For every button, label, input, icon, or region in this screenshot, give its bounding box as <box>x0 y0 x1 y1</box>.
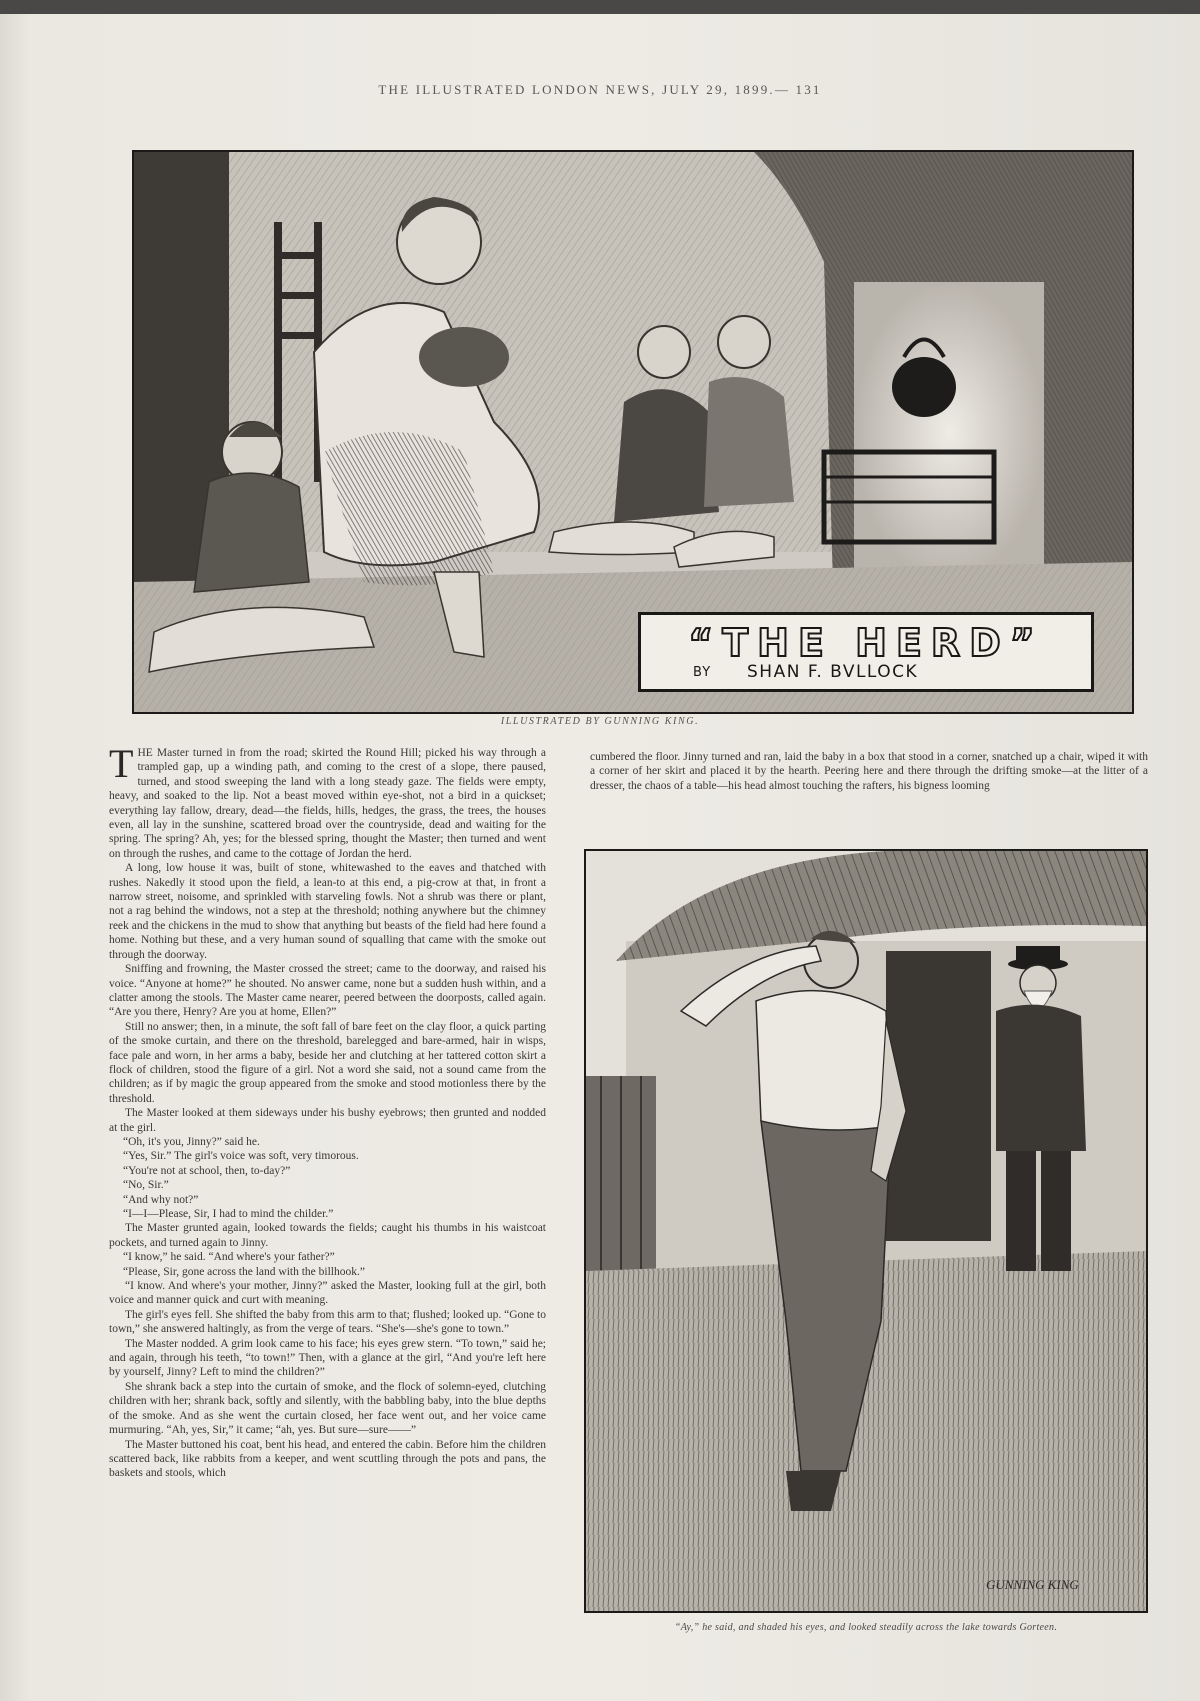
dialogue-line: “And why not?” <box>123 1193 199 1206</box>
dialogue-line: “Oh, it's you, Jinny?” said he. <box>123 1135 260 1148</box>
byline-label: BY <box>693 665 712 680</box>
article-paragraph: cumbered the floor. Jinny turned and ran, laid the baby in a box that stood in a corner, snatched up a chair, wiped it with a corner of her skirt and placed it by the hearth. Peering here and there through the drifting smoke—at the litter of a dresser, the chaos of a table—his head almost touching the rafters, his bigness looming <box>590 751 1148 792</box>
running-head: THE ILLUSTRATED LONDON NEWS, JULY 29, 1899.— 131 <box>378 82 822 97</box>
article-paragraph: Sniffing and frowning, the Master crossed the street; came to the doorway, and raised his voice. “Anyone at home?” he shouted. No answer came, none but a sudden hush within, and a clatter among the stools. The Master came nearer, peered between the doorposts, called again. “Are you there, Henry? Are you at home, Ellen?” <box>109 963 546 1019</box>
dialogue-line: “I—I—Please, Sir, I had to mind the childer.” <box>123 1208 334 1220</box>
article-paragraph: “I know. And where's your mother, Jinny?” asked the Master, looking full at the girl, both voice and manner quick and curt with meaning. <box>109 1280 546 1307</box>
article-paragraph: The Master nodded. A grim look came to his face; his eyes grew stern. “To town,” said he; and again, through his teeth, “to town!” Then, with a glance at the girl, “And you're left here by yourself, Jinny? Left to mind the children?” <box>109 1337 546 1379</box>
bottom-illustration <box>584 849 1148 1613</box>
article-left-column <box>109 746 546 1639</box>
article-paragraph: A long, low house it was, built of stone, whitewashed to the eaves and thatched with rushes. Nakedly it stood upon the field, a lean-to at this end, a pig-crow at that, in front a narrow street, noisome, and sprinkled with starveling fowls. Not a shrub was there or plant, not a rag behind the windows, not a step at the threshold; nothing anywhere but the chimney reek and the chickens in the mud to show that anything but beasts of the field had here found a home. Nothing but these, and a very human sound of squalling that came with the smoke out through the doorway. <box>109 862 546 961</box>
dialogue-line: “Yes, Sir.” The girl's voice was soft, very timorous. <box>123 1150 359 1163</box>
dialogue-line: “You're not at school, then, to-day?” <box>123 1164 291 1177</box>
article-paragraph: The girl's eyes fell. She shifted the baby from this arm to that; flushed; looked up. “Gone to town,” she answered haltingly, as from the verge of tears. “She's—she's gone to town.” <box>109 1308 546 1336</box>
article-paragraph: Still no answer; then, in a minute, the soft fall of bare feet on the clay floor, a quick parting of the smoke curtain, and there on the threshold, barelegged and bare-armed, hair in wisps, face pale and worn, in her arms a baby, beside her and clutching at her tattered cotton skirt a flock of children, stood the figure of a girl. Not a word she said, not a sound came from the children; as if by magic the group appeared from the smoke and stood motionless there by the threshold. <box>109 1020 546 1105</box>
article-paragraph: She shrank back a step into the curtain of smoke, and the flock of solemn-eyed, clutching children with her; shrank back, softly and silently, with the babbling baby, into the blue depths of the smoke. And as she went the curtain closed, her face went out, and her voice came murmuring. “Ah, yes, Sir,” it came; “ah, yes. But sure—sure——” <box>109 1380 546 1437</box>
article-paragraph: The Master looked at them sideways under his bushy eyebrows; then grunted and nodded at the girl. <box>109 1107 546 1134</box>
article-paragraph: The Master buttoned his coat, bent his head, and entered the cabin. Before him the children scattered back, like rabbits from a keeper, and went scuttling through the pots and pans, the baskets and stools, which <box>109 1438 546 1480</box>
author-name: SHAN F. BVLLOCK <box>747 662 919 682</box>
article-right-column <box>590 750 1148 816</box>
title-plate <box>638 612 1094 692</box>
dialogue-line: “Please, Sir, gone across the land with the billhook.” <box>123 1265 365 1278</box>
article-paragraph: THE Master turned in from the road; skirted the Round Hill; picked his way through a trampled gap, up a winding path, and coming to the crest of a slope, there paused, turned, and stood sweeping the land with a long steady gaze. The fields were empty, heavy, and soaked to the lip. Not a beast moved within eye-shot, not a bird in a quickset; everything lay fallow, dreary, dead—the fields, hills, hedges, the grass, the trees, the houses even, all lay in the sunshine, scattered broad over the countryside, dead and waiting for the spring. The spring? Ah, yes; for the blessed spring, thought the Master; then turned and went on through the rushes, and came to the cottage of Jordan the herd. <box>109 746 546 860</box>
dialogue-line: “I know,” he said. “And where's your father?” <box>123 1251 335 1264</box>
illustration-caption: “Ay,” he said, and shaded his eyes, and looked steadily across the lake towards Gorteen. <box>674 1622 1058 1633</box>
scan-edge <box>0 0 1200 14</box>
cottage-scene-drawing <box>586 851 1146 1611</box>
svg-text:GUNNING KING: GUNNING KING <box>986 1577 1079 1592</box>
story-title: “THE HERD” <box>688 621 1044 665</box>
illustrator-credit: ILLUSTRATED BY GUNNING KING. <box>500 716 700 727</box>
drop-cap: T <box>109 746 134 786</box>
article-paragraph: The Master grunted again, looked towards the fields; caught his thumbs in his waistcoat pockets, and turned again to Jinny. <box>109 1222 546 1249</box>
dialogue-line: “No, Sir.” <box>123 1179 169 1192</box>
